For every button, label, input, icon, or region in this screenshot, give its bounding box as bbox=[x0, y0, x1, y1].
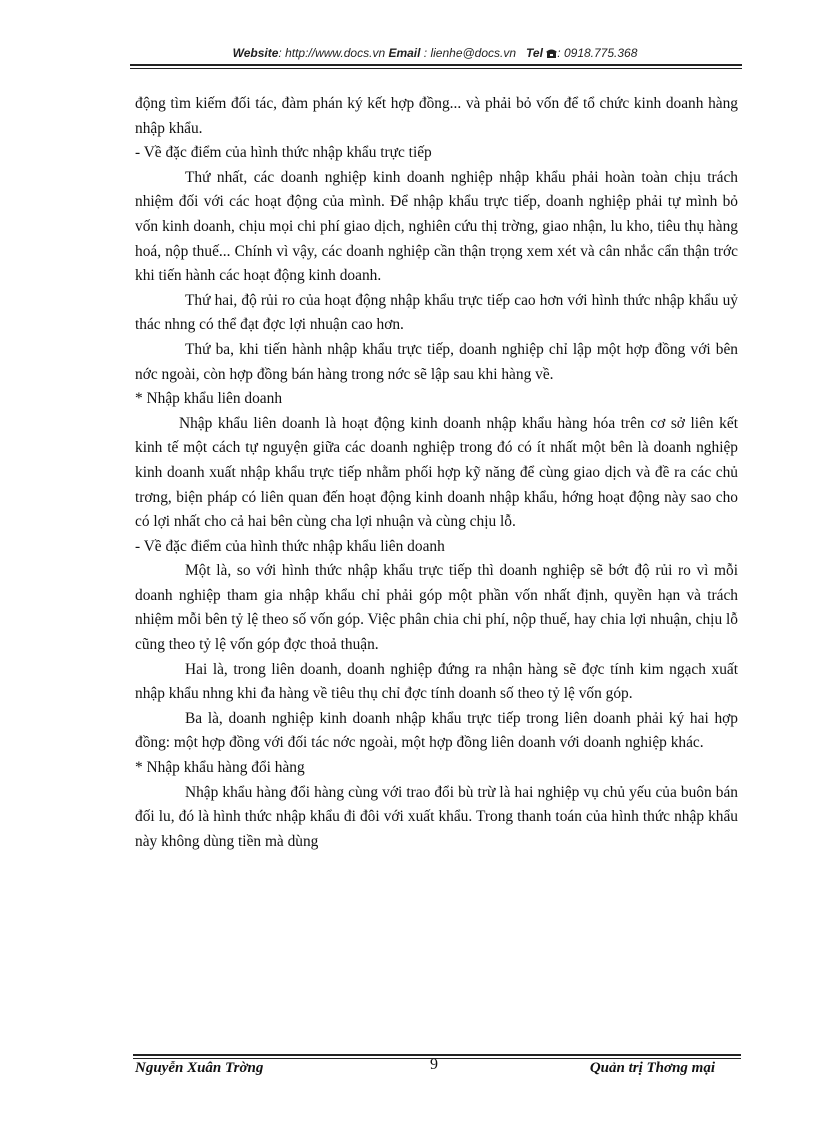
page-header bbox=[130, 46, 740, 60]
body-paragraph: Nhập khẩu hàng đổi hàng cùng với trao đổi bù trừ là hai nghiệp vụ chủ yếu của buôn bán đối lu, đó là hình thức nhập khẩu đi đôi với xuất khẩu. Trong thanh toán của hình thức nhập khẩu này không dùng tiền mà dùng bbox=[135, 783, 738, 850]
email-label: Email bbox=[388, 46, 421, 60]
section-line: * Nhập khẩu liên doanh bbox=[135, 390, 283, 408]
body-paragraph: Ba là, doanh nghiệp kinh doanh nhập khẩu trực tiếp trong liên doanh phải ký hai hợp đồng: một hợp đồng với đối tác nớc ngoài, một hợp đồng liên doanh với doanh nghiệp khác. bbox=[135, 709, 738, 752]
section-line: động tìm kiếm đối tác, đàm phán ký kết hợp đồng... và phải bỏ vốn để tổ chức kinh doanh hàng nhập khẩu. bbox=[135, 95, 738, 137]
header-rule bbox=[130, 64, 742, 66]
body-paragraph: Thứ nhất, các doanh nghiệp kinh doanh nghiệp nhập khẩu phải hoàn toàn chịu trách nhiệm đối với các hoạt động của mình. Để nhập khẩu trực tiếp, doanh nghiệp phải tự mình bỏ vốn kinh doanh, chịu mọi chi phí giao dịch, nghiên cứu thị trờng, giao nhận, lu kho, tiêu thụ hàng hoá, nộp thuế... Chính vì vậy, các doanh nghiệp cần thận trọng xem xét và cân nhắc cẩn thận trớc khi tiến hành các hoạt động kinh doanh. bbox=[135, 168, 738, 285]
section-line: - Về đặc điểm của hình thức nhập khẩu trực tiếp bbox=[135, 144, 432, 162]
body-paragraph: Thứ ba, khi tiến hành nhập khẩu trực tiếp, doanh nghiệp chỉ lập một hợp đồng với bên nớc ngoài, còn hợp đồng bán hàng trong nớc sẽ lập sau khi hàng về. bbox=[135, 340, 738, 383]
tel-value: : 0918.775.368 bbox=[557, 46, 638, 60]
page-footer bbox=[133, 1058, 739, 1078]
website-value: : http://www.docs.vn bbox=[278, 46, 389, 60]
website-label: Website bbox=[232, 46, 279, 60]
body-paragraph: Một là, so với hình thức nhập khẩu trực tiếp thì doanh nghiệp sẽ bớt độ rủi ro vì mỗi doanh nghiệp tham gia nhập khẩu chỉ phải góp một phần vốn nhất định, quyền hạn và trách nhiệm mỗi bên tỷ lệ theo số vốn góp. Việc phân chia chi phí, nộp thuế, hay chia lợi nhuận, chịu lỗ cũng theo tỷ lệ vốn góp đợc thoả thuận. bbox=[135, 562, 738, 654]
section-line: - Về đặc điểm của hình thức nhập khẩu liên doanh bbox=[135, 537, 445, 555]
body-paragraph: Thứ hai, độ rủi ro của hoạt động nhập khẩu trực tiếp cao hơn với hình thức nhập khẩu uỷ thác nhng có thể đạt đợc lợi nhuận cao hơn. bbox=[135, 291, 738, 334]
phone-icon bbox=[546, 48, 557, 58]
body-paragraph: Hai là, trong liên doanh, doanh nghiệp đứng ra nhận hàng sẽ đợc tính kim ngạch xuất nhập khẩu nhng khi đa hàng về tiêu thụ chỉ đợc tính doanh số theo tỷ lệ vốn góp. bbox=[135, 660, 738, 703]
footer-course: Quản trị Thơng mại bbox=[589, 1060, 715, 1076]
page-number: 9 bbox=[430, 1056, 438, 1073]
header-rule-thin bbox=[130, 68, 742, 69]
footer-author: Nguyễn Xuân Trờng bbox=[135, 1060, 264, 1076]
email-value: : lienhe@docs.vn bbox=[420, 46, 520, 60]
document-body bbox=[135, 92, 738, 854]
tel-label: Tel bbox=[526, 46, 543, 60]
body-paragraph: Nhập khẩu liên doanh là hoạt động kinh doanh nhập khẩu hàng hóa trên cơ sở liên kết kinh tế một cách tự nguyện giữa các doanh nghiệp trong đó có ít nhất một bên là doanh nghiệp kinh doanh xuất nhập khẩu trực tiếp nhằm phối hợp kỹ năng để cùng giao dịch và đề ra các chủ trơng, biện pháp có liên quan đến hoạt động kinh doanh nhập khẩu, hớng hoạt động này sao cho có lợi nhất cho cả hai bên cùng cha lợi nhuận và cùng chịu lỗ. bbox=[135, 414, 738, 531]
section-line: * Nhập khẩu hàng đổi hàng bbox=[135, 759, 305, 777]
